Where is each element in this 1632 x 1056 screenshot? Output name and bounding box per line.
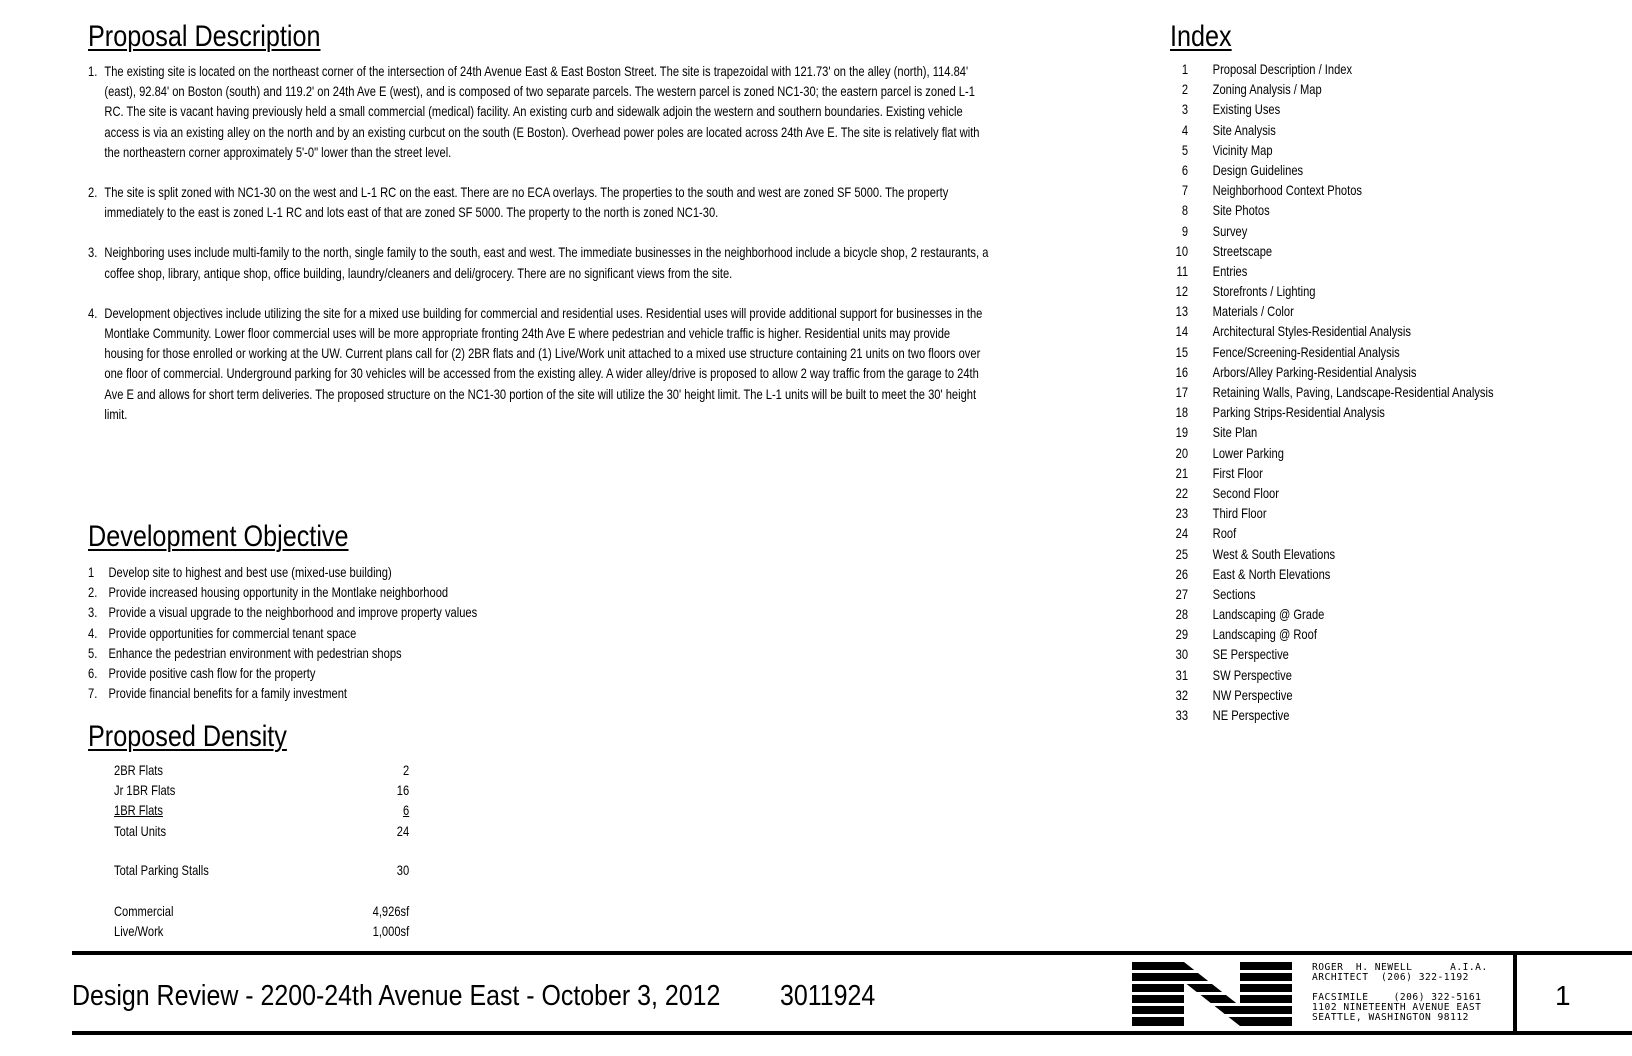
index-number: 25 [1175, 546, 1189, 562]
density-label: Total Units [114, 824, 167, 839]
item-number: 5. [88, 645, 98, 661]
item-text: Provide increased housing opportunity in the Montlake neighborhood [108, 585, 449, 601]
sheet-divider [1513, 951, 1517, 1035]
density-row [114, 783, 409, 803]
index-title: West & South Elevations [1212, 546, 1336, 562]
density-value: 16 [396, 783, 410, 798]
index-number: 22 [1175, 485, 1189, 501]
proposal-paragraph [88, 243, 990, 283]
item-number: 3. [88, 605, 98, 621]
index-title: Third Floor [1212, 506, 1267, 522]
index-heading: Index [1170, 20, 1232, 53]
item-text: Develop site to highest and best use (mixed-use building) [108, 565, 392, 580]
index-number: 15 [1175, 344, 1189, 360]
index-number: 26 [1175, 566, 1189, 582]
paragraph-number: 4. [88, 305, 98, 321]
index-number: 32 [1175, 687, 1189, 703]
item-number: 1 [88, 565, 95, 580]
density-label: 1BR Flats [114, 803, 163, 818]
index-number: 4 [1181, 122, 1189, 138]
index-title: Design Guidelines [1212, 162, 1304, 178]
index-title: Arbors/Alley Parking-Residential Analysis [1212, 364, 1417, 380]
objective-list [88, 563, 563, 704]
index-title: NW Perspective [1212, 687, 1293, 703]
index-title: Landscaping @ Grade [1212, 607, 1325, 623]
index-title: Entries [1212, 263, 1248, 279]
index-title: Neighborhood Context Photos [1212, 183, 1362, 199]
item-text: Provide opportunities for commercial tenant space [108, 625, 357, 641]
objective-item [88, 644, 477, 664]
index-number: 8 [1181, 203, 1189, 219]
index-title: Streetscape [1212, 243, 1273, 259]
index-title: Parking Strips-Residential Analysis [1212, 405, 1385, 421]
density-label: Jr 1BR Flats [114, 783, 176, 798]
project-number: 3011924 [780, 980, 876, 1012]
item-text: Enhance the pedestrian environment with pedestrian shops [108, 645, 402, 661]
index-number: 16 [1175, 364, 1189, 380]
objective-item [88, 664, 477, 684]
index-number: 1 [1181, 62, 1189, 77]
index-title: Fence/Screening-Residential Analysis [1212, 344, 1400, 360]
index-number: 5 [1181, 142, 1189, 158]
index-number: 3 [1181, 102, 1189, 118]
objective-item [88, 563, 477, 583]
density-row [114, 824, 409, 844]
density-label: Live/Work [114, 924, 164, 939]
index-title: Site Analysis [1212, 122, 1276, 138]
index-title: Site Photos [1212, 203, 1270, 219]
index-number: 9 [1181, 223, 1189, 239]
index-number: 23 [1175, 506, 1189, 522]
index-number: 28 [1175, 607, 1189, 623]
index-number: 19 [1175, 425, 1189, 441]
density-label: Commercial [114, 904, 174, 919]
density-value: 30 [396, 863, 410, 878]
proposal-paragraph [88, 304, 990, 425]
footer-title: Design Review - 2200-24th Avenue East - October 3, 2012 [72, 980, 721, 1012]
index-number: 30 [1175, 647, 1189, 663]
index-title: Materials / Color [1212, 304, 1294, 320]
index-number: 7 [1181, 183, 1189, 199]
paragraph-text: The site is split zoned with NC1-30 on the west and L-1 RC on the east. There are no ECA overlays. The properties to the south and west are zoned SF 5000. The property immediately to the east is zoned L-1 RC and lots east of that are zoned SF 5000. The property to the north is zoned NC1-30. [104, 185, 949, 221]
objective-item [88, 583, 477, 603]
item-number: 2. [88, 585, 98, 601]
index-number: 29 [1175, 627, 1189, 643]
index-title: Landscaping @ Roof [1212, 627, 1317, 643]
index-title: Site Plan [1212, 425, 1258, 441]
paragraph-number: 2. [88, 185, 98, 201]
density-value: 24 [396, 824, 410, 839]
index-number: 31 [1175, 667, 1189, 683]
index-title: Zoning Analysis / Map [1212, 82, 1322, 98]
objective-item [88, 603, 477, 623]
proposal-paragraph [88, 183, 990, 223]
density-value: 2 [402, 763, 410, 778]
index-number: 2 [1181, 82, 1189, 98]
index-title: Roof [1212, 526, 1237, 542]
proposal-heading: Proposal Description [88, 20, 321, 53]
footer-top-rule [72, 951, 1632, 955]
index-number: 20 [1175, 445, 1189, 461]
index-title: Proposal Description / Index [1212, 62, 1353, 77]
index-number: 10 [1175, 243, 1189, 259]
paragraph-text: Neighboring uses include multi-family to the north, single family to the south, east and west. The immediate businesses in the neighborhood include a bicycle shop, 2 restaurants, a coffee shop, library, antique shop, office building, laundry/cleaners and deli/grocery. There are no significant views from the site. [104, 245, 989, 281]
index-number: 14 [1175, 324, 1189, 340]
density-row [114, 803, 409, 823]
index-title: East & North Elevations [1212, 566, 1331, 582]
item-number: 7. [88, 686, 98, 702]
architect-contact-block: ROGER H. NEWELL A.I.A. ARCHITECT (206) 322-1192 FACSIMILE (206) 322-5161 1102 NINETEENTH AVENUE EAST SEATTLE, WASHINGTON 98112 [1312, 962, 1488, 1023]
index-title: Sections [1212, 586, 1256, 602]
density-row [114, 863, 409, 883]
index-title: Storefronts / Lighting [1212, 284, 1316, 300]
index-title: Retaining Walls, Paving, Landscape-Residential Analysis [1212, 385, 1494, 400]
index-title: First Floor [1212, 465, 1263, 481]
index-title: Architectural Styles-Residential Analysis [1212, 324, 1411, 340]
proposal-paragraph [88, 62, 990, 163]
index-title: SW Perspective [1212, 667, 1292, 683]
index-number: 24 [1175, 526, 1189, 542]
objective-item [88, 624, 477, 644]
index-number: 11 [1176, 263, 1189, 279]
index-title: Survey [1212, 223, 1248, 239]
density-value: 6 [402, 803, 410, 818]
density-value: 4,926sf [372, 904, 410, 919]
paragraph-number: 3. [88, 245, 98, 261]
index-title: Existing Uses [1212, 102, 1281, 118]
objective-item [88, 684, 477, 704]
objective-heading: Development Objective [88, 520, 349, 553]
item-text: Provide a visual upgrade to the neighborhood and improve property values [108, 605, 478, 621]
item-number: 6. [88, 665, 98, 681]
index-number: 18 [1175, 405, 1189, 421]
paragraph-text: The existing site is located on the northeast corner of the intersection of 24th Avenue East & East Boston Street. The site is trapezoidal with 121.73' on the alley (north), 114.84' (east), 92.84' on Boston (south) and 119.2' on 24th Ave E (west), and is composed of two separate parcels. The western parcel is zoned NC1-30; the eastern parcel is zoned L-1 RC. The site is vacant having previously held a small commercial (medical) facility. An existing curb and sidewalk adjoin the western and southern boundaries. Existing vehicle access is via an existing alley on the north and by an existing curbcut on the south (E Boston). Overhead power poles are located across 24th Ave E. The site is relatively flat with the northeastern corner approximately 5'-0" lower than the street level. [104, 64, 980, 160]
paragraph-text: Development objectives include utilizing the site for a mixed use building for commercial and residential uses. Residential uses will provide additional support for businesses in the Montlake Community. Lower floor commercial uses will be more appropriate fronting 24th Ave E where pedestrian and vehicle traffic is higher. Residential units may provide housing for those enrolled or working at the UW. Current plans call for (2) 2BR flats and (1) Live/Work unit attached to a mixed use structure containing 21 units on two floors over one floor of commercial. Underground parking for 30 vehicles will be accessed from the existing alley. A wider alley/drive is proposed to allow 2 way traffic from the garage to 24th Ave E and allows for short term deliveries. The proposed structure on the NC1-30 portion of the site will utilize the 30' height limit. The L-1 units will be built to meet the 30' height limit. [104, 305, 983, 422]
index-number: 17 [1175, 385, 1189, 400]
density-label: Total Parking Stalls [114, 863, 209, 878]
density-row [114, 924, 409, 944]
index-title: Second Floor [1212, 485, 1279, 501]
index-number: 12 [1175, 284, 1189, 300]
index-number: 27 [1175, 586, 1189, 602]
density-row [114, 904, 409, 924]
footer-bottom-rule [72, 1031, 1632, 1035]
index-title: SE Perspective [1212, 647, 1289, 663]
index-title: Vicinity Map [1212, 142, 1273, 158]
item-number: 4. [88, 625, 98, 641]
index-number: 6 [1181, 162, 1189, 178]
proposal-paragraphs [88, 62, 988, 445]
index-number: 21 [1175, 465, 1189, 481]
density-row [114, 763, 409, 783]
index-title: NE Perspective [1212, 708, 1290, 723]
density-heading: Proposed Density [88, 720, 287, 753]
index-number: 13 [1175, 304, 1189, 320]
density-label: 2BR Flats [114, 763, 163, 778]
item-text: Provide financial benefits for a family investment [108, 686, 348, 702]
paragraph-number: 1. [88, 64, 98, 79]
density-value: 1,000sf [372, 924, 410, 939]
item-text: Provide positive cash flow for the property [108, 665, 316, 681]
sheet-number: 1 [1555, 980, 1571, 1011]
index-number: 33 [1175, 708, 1189, 723]
rn-architect-logo-icon [1132, 962, 1292, 1026]
index-title: Lower Parking [1212, 445, 1284, 461]
